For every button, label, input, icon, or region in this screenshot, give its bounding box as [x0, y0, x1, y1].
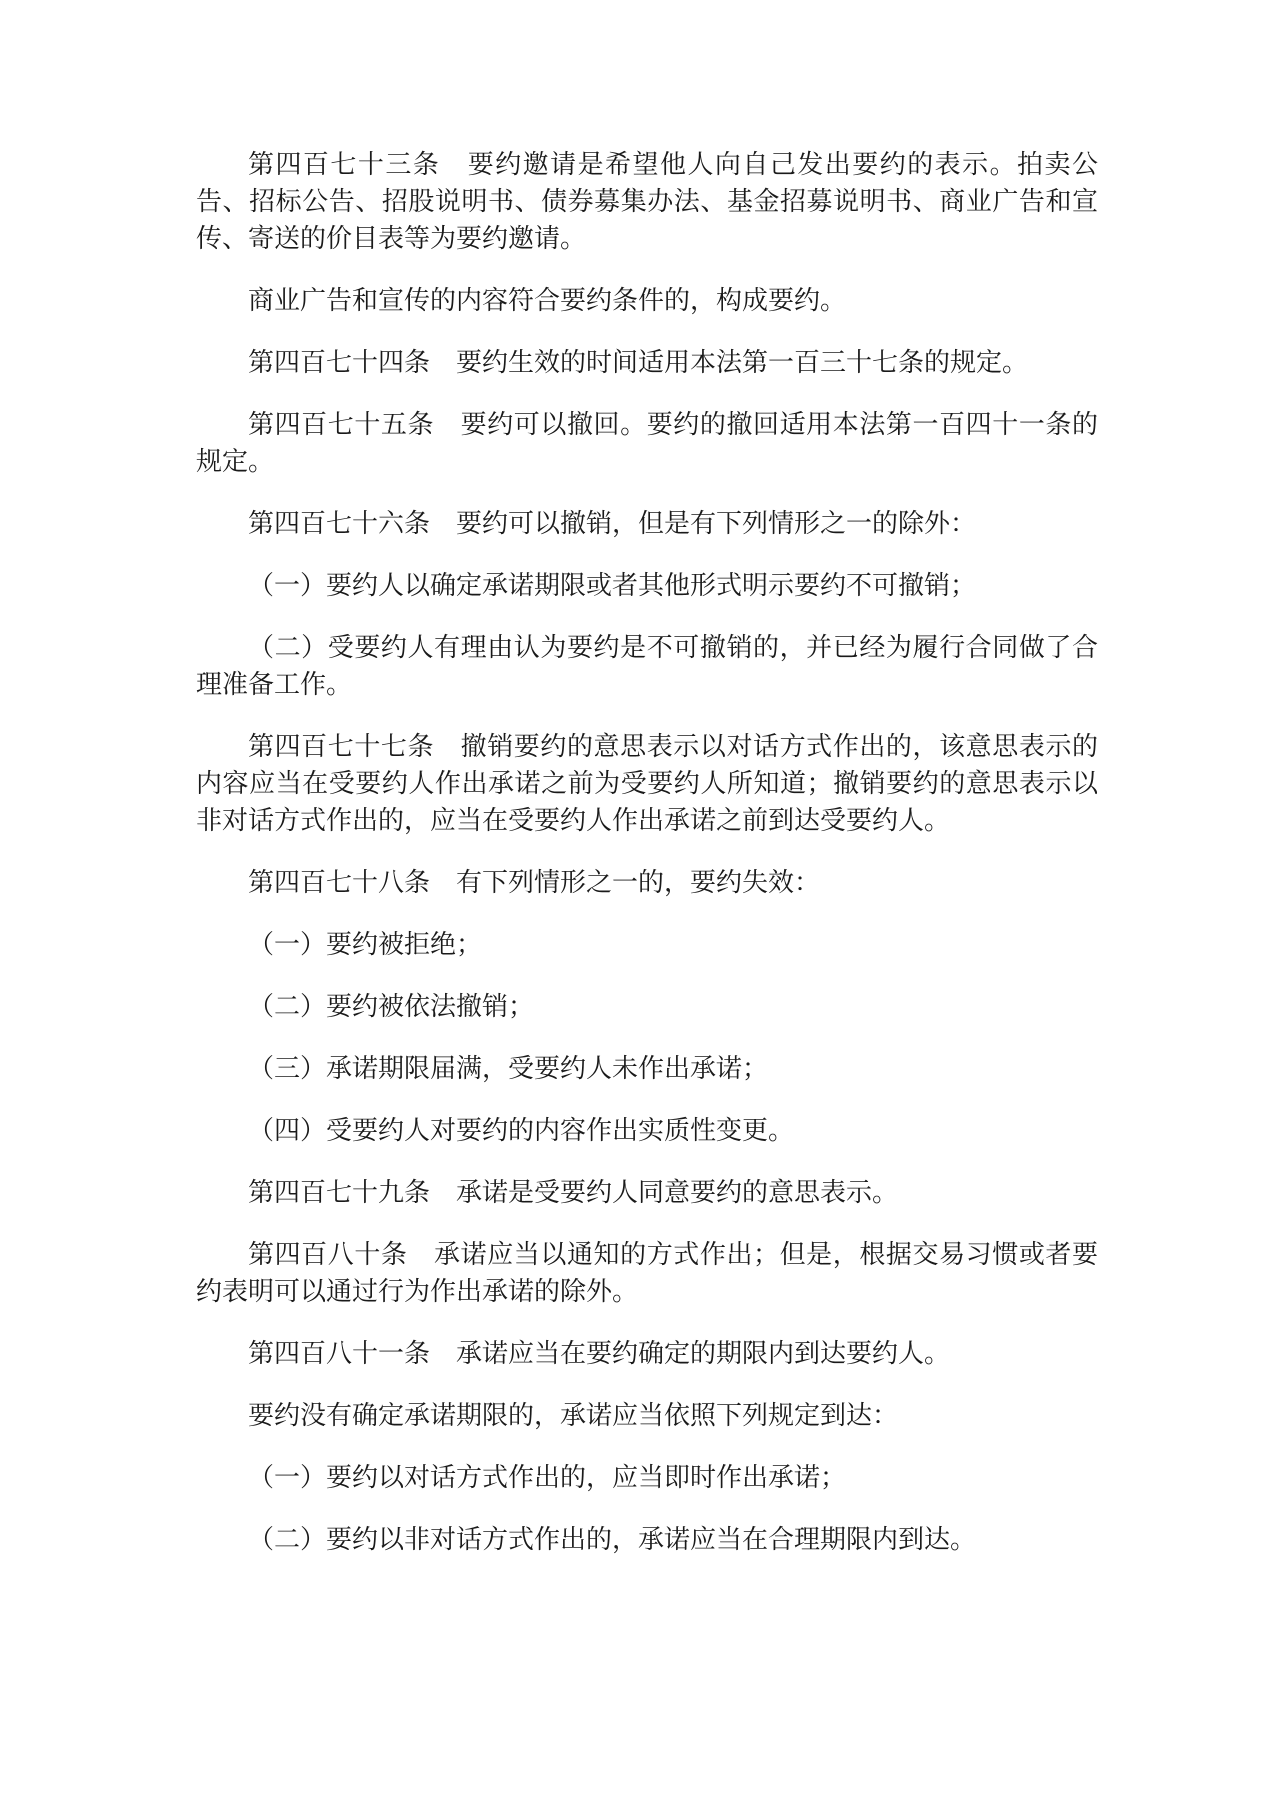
article-473-second-paragraph: 商业广告和宣传的内容符合要约条件的，构成要约。: [248, 286, 847, 316]
article-478-item-4: （四）受要约人对要约的内容作出实质性变更。: [248, 1116, 795, 1146]
article-481-item-2: （二）要约以非对话方式作出的，承诺应当在合理期限内到达。: [248, 1525, 977, 1555]
article-479-paragraph: 第四百七十九条 承诺是受要约人同意要约的意思表示。: [248, 1178, 899, 1208]
article-478-item-1: （一）要约被拒绝；: [248, 930, 483, 960]
article-478-item-3: （三）承诺期限届满，受要约人未作出承诺；: [248, 1054, 769, 1084]
article-474-paragraph: 第四百七十四条 要约生效的时间适用本法第一百三十七条的规定。: [248, 348, 1029, 378]
document-body: [196, 147, 1098, 1584]
article-475-paragraph: 第四百七十五条 要约可以撤回。要约的撤回适用本法第一百四十一条的规定。: [196, 410, 1098, 477]
article-476-item-2: （二）受要约人有理由认为要约是不可撤销的，并已经为履行合同做了合理准备工作。: [196, 633, 1098, 700]
article-477-paragraph: 第四百七十七条 撤销要约的意思表示以对话方式作出的，该意思表示的内容应当在受要约人作出承诺之前为受要约人所知道；撤销要约的意思表示以非对话方式作出的，应当在受要约人作出承诺之前到达受要约人。: [196, 732, 1098, 836]
article-481-item-1: （一）要约以对话方式作出的，应当即时作出承诺；: [248, 1463, 847, 1493]
article-476-item-1: （一）要约人以确定承诺期限或者其他形式明示要约不可撤销；: [248, 571, 977, 601]
article-476-paragraph: 第四百七十六条 要约可以撤销，但是有下列情形之一的除外：: [248, 509, 977, 539]
article-478-item-2: （二）要约被依法撤销；: [248, 992, 535, 1022]
article-480-paragraph: 第四百八十条 承诺应当以通知的方式作出；但是，根据交易习惯或者要约表明可以通过行为作出承诺的除外。: [196, 1240, 1098, 1307]
article-473-paragraph: 第四百七十三条 要约邀请是希望他人向自己发出要约的表示。拍卖公告、招标公告、招股说明书、债券募集办法、基金招募说明书、商业广告和宣传、寄送的价目表等为要约邀请。: [196, 150, 1098, 254]
article-481-second-paragraph: 要约没有确定承诺期限的，承诺应当依照下列规定到达：: [248, 1401, 899, 1431]
article-478-paragraph: 第四百七十八条 有下列情形之一的，要约失效：: [248, 868, 821, 898]
article-481-paragraph: 第四百八十一条 承诺应当在要约确定的期限内到达要约人。: [248, 1339, 951, 1369]
